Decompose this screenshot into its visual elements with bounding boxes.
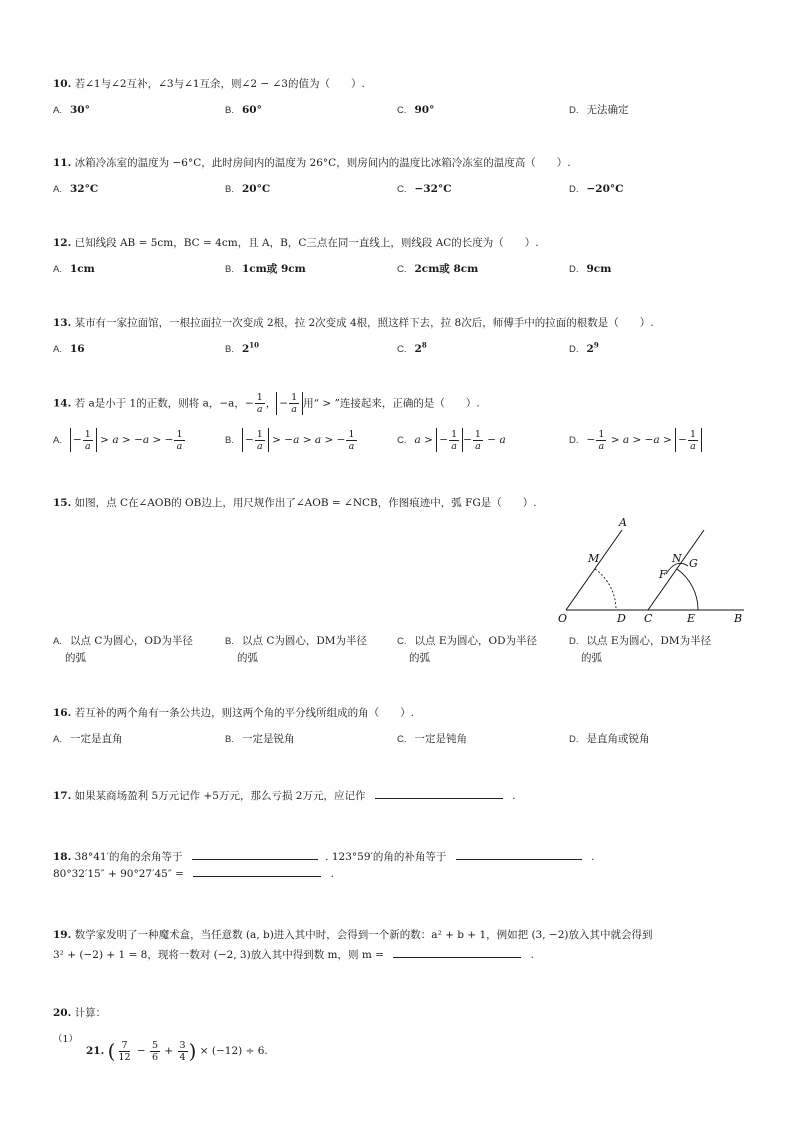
- question-17: 17. 如果某商场盈利 5万元记作 +5万元，那么亏损 2万元，应记作 .: [53, 786, 516, 804]
- option-d[interactable]: D. −20°C: [569, 183, 624, 195]
- ray-cn: [648, 530, 704, 610]
- arc-md: [595, 569, 616, 610]
- question-stem: 若 a是小于 1的正数，则将 a，−a，: [74, 397, 245, 410]
- question-number: 14.: [53, 397, 72, 410]
- option-d[interactable]: D. 是直角或锐角: [569, 733, 650, 745]
- question-stem: 计算：: [74, 1007, 107, 1019]
- question-stem-part2: 123°59′的角的补角等于: [331, 851, 447, 863]
- label-b: B: [734, 612, 743, 625]
- answer-blank[interactable]: [393, 945, 521, 958]
- label-e: E: [687, 612, 696, 625]
- question-number: 13.: [53, 317, 72, 329]
- option-b[interactable]: B. $2^{10}$: [225, 340, 260, 355]
- question-number: 19.: [53, 929, 72, 941]
- label-n: N: [672, 552, 682, 565]
- option-a[interactable]: A. − $\frac{1}{a}$ > a > −a > − $\frac{1}{a}$: [53, 428, 183, 452]
- answer-blank-1[interactable]: [192, 847, 318, 860]
- expression: 21. ( $\frac{7}{12}$ − $\frac{5}{6}$ + $\frac{3}{4}$ ) × (−12) ÷ 6.: [86, 1039, 268, 1063]
- question-number: 10.: [53, 78, 72, 90]
- question-14: 14. 若 a是小于 1的正数，则将 a，−a，− $\frac{1}{a}$ ， − $\frac{1}{a}$ 用“ > ”连接起来，正确的是（ ）.: [53, 392, 480, 415]
- option-b[interactable]: B. 一定是锐角: [225, 733, 295, 745]
- question-stem: 如果某商场盈利 5万元记作 +5万元，那么亏损 2万元，应记作: [74, 790, 366, 802]
- answer-blank[interactable]: [375, 786, 503, 799]
- option-c[interactable]: C. $2^8$: [397, 340, 427, 355]
- question-stem: 已知线段 AB = 5cm，BC = 4cm，且 A，B，C三点在同一直线上，则线段 AC的长度为（ ）.: [74, 237, 539, 249]
- option-c[interactable]: C. −32°C: [397, 183, 452, 195]
- question-11: [53, 155, 571, 171]
- answer-blank-2[interactable]: [456, 847, 582, 860]
- label-m: M: [588, 552, 600, 565]
- option-a[interactable]: A. 32°C: [53, 183, 99, 195]
- label-o: O: [558, 612, 568, 625]
- question-stem: 数学家发明了一种魔术盒，当任意数 (a, b)进入其中时，会得到一个新的数：a² + b + 1，例如把 (3, −2)放入其中就会得到: [74, 929, 653, 941]
- question-number: 16.: [53, 707, 72, 719]
- option-c[interactable]: C. 90°: [397, 104, 435, 116]
- label-a: A: [619, 516, 627, 529]
- question-stem: 冰箱冷冻室的温度为 −6°C，此时房间内的温度为 26°C，则房间内的温度比冰箱冷冻室的温度高（ ）.: [74, 157, 571, 169]
- question-18-line2: 80°32′15″ + 90°27′45″ = .: [53, 864, 334, 882]
- question-stem: 某市有一家拉面馆，一根拉面拉一次变成 2根，拉 2次变成 4根，照这样下去，拉 8次后，师傅手中的拉面的根数是（ ）.: [74, 317, 654, 329]
- question-19: [53, 927, 653, 943]
- geometry-figure: [548, 514, 748, 626]
- question-number: 15.: [53, 497, 72, 509]
- question-stem: 如图，点 C在∠AOB的 OB边上，用尺规作出了∠AOB = ∠NCB，作图痕迹中，弧 FG是（ ）.: [74, 497, 537, 509]
- ray-oa: [566, 530, 622, 610]
- label-g: G: [689, 557, 698, 570]
- option-b[interactable]: B. − $\frac{1}{a}$ > −a > a > − $\frac{1}{a}$: [225, 428, 355, 452]
- option-c[interactable]: C. 2cm或 8cm: [397, 263, 479, 275]
- label-c: C: [644, 612, 653, 625]
- option-a[interactable]: A. 16: [53, 343, 85, 355]
- question-number: 11.: [53, 157, 72, 169]
- question-number: 18.: [53, 851, 72, 863]
- option-b[interactable]: B. 以点 C为圆心，DM为半径 的弧: [225, 635, 368, 664]
- option-c[interactable]: C. 以点 E为圆心，OD为半径 的弧: [397, 635, 538, 664]
- question-number: 20.: [53, 1007, 72, 1019]
- question-13: [53, 315, 654, 331]
- label-d: D: [617, 612, 626, 625]
- subquestion-label: （1）: [53, 1034, 79, 1045]
- question-15: [53, 495, 537, 511]
- question-stem: 若互补的两个角有一条公共边，则这两个角的平分线所组成的角（ ）.: [74, 707, 414, 719]
- option-a[interactable]: A. 1cm: [53, 263, 95, 275]
- question-stem-part1: 38°41′的角的余角等于: [74, 851, 183, 863]
- question-number: 12.: [53, 237, 72, 249]
- option-c[interactable]: C. 一定是钝角: [397, 733, 467, 745]
- option-a[interactable]: A. 一定是直角: [53, 733, 123, 745]
- label-f: F: [659, 568, 667, 581]
- question-20: [53, 1005, 106, 1021]
- option-d[interactable]: D. 9cm: [569, 263, 612, 275]
- option-b[interactable]: B. 1cm或 9cm: [225, 263, 306, 275]
- option-d[interactable]: D. 以点 E为圆心，DM为半径 的弧: [569, 635, 712, 664]
- question-10: [53, 76, 365, 92]
- option-b[interactable]: B. 20°C: [225, 183, 271, 195]
- question-16: [53, 705, 414, 721]
- option-b[interactable]: B. 60°: [225, 104, 262, 116]
- option-c[interactable]: C. a > − $\frac{1}{a}$ − $\frac{1}{a}$ − a: [397, 428, 506, 452]
- question-18: 18. 38°41′的角的余角等于 . 123°59′的角的补角等于 .: [53, 847, 594, 865]
- arc-ne: [677, 569, 698, 610]
- option-d[interactable]: D. 无法确定: [569, 104, 629, 116]
- answer-blank-3[interactable]: [193, 864, 321, 877]
- question-number: 17.: [53, 790, 72, 802]
- option-d[interactable]: D. $2^9$: [569, 340, 599, 355]
- question-19-line2: 3² + (−2) + 1 = 8，现将一数对 (−2, 3)放入其中得到数 m，则 m = .: [53, 945, 534, 963]
- option-a[interactable]: A. 30°: [53, 104, 90, 116]
- question-stem: 若∠1与∠2互补，∠3与∠1互余，则∠2 − ∠3的值为（ ）.: [74, 78, 365, 90]
- question-12: [53, 235, 539, 251]
- option-d[interactable]: D. − $\frac{1}{a}$ > a > −a > − $\frac{1}{a}$: [569, 428, 702, 453]
- option-a[interactable]: A. 以点 C为圆心，OD为半径 的弧: [53, 635, 193, 664]
